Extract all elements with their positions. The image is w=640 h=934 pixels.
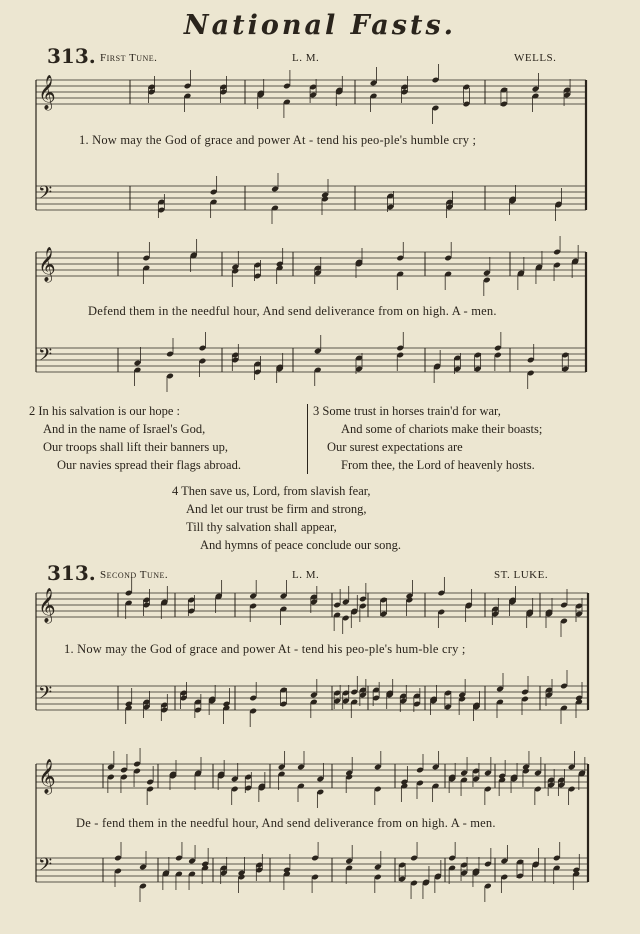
- clef-symbol: 𝄞: [38, 247, 56, 282]
- verse-2: [29, 402, 241, 474]
- verse-line: 4 Then save us, Lord, from slavish fear,: [172, 484, 371, 498]
- verse-line: From thee, the Lord of heavenly hosts.: [341, 458, 535, 472]
- verse-line: Till thy salvation shall appear,: [186, 520, 337, 534]
- clef-symbol: 𝄢: [38, 345, 53, 370]
- verse-line: 2 In his salvation is our hope :: [29, 404, 181, 418]
- clef-symbol: 𝄢: [38, 183, 53, 208]
- verse-line: And hymns of peace conclude our song.: [200, 538, 401, 552]
- lyric-line: 1. Now may the God of grace and power At - tend his peo-ple's humble cry ;: [79, 133, 477, 147]
- verse-line: Our surest expectations are: [327, 440, 463, 454]
- verse-line: Our navies spread their flags abroad.: [57, 458, 241, 472]
- verse-line: And some of chariots make their boasts;: [341, 422, 543, 436]
- verse-divider: [307, 404, 308, 474]
- verse-line: 3 Some trust in horses train'd for war,: [313, 404, 501, 418]
- clef-symbol: 𝄢: [38, 683, 53, 708]
- lyric-line: De - fend them in the needful hour, And send deliverance from on high. A - men.: [76, 816, 496, 830]
- verse-3: [313, 402, 542, 474]
- hymn-number: 313.: [47, 561, 96, 585]
- tune-label: First Tune.: [100, 52, 158, 64]
- verse-line: And in the name of Israel's God,: [43, 422, 206, 436]
- verse-4: [172, 482, 401, 554]
- meter: L. M.: [292, 569, 320, 581]
- clef-symbol: 𝄢: [38, 855, 53, 880]
- clef-symbol: 𝄞: [38, 759, 56, 794]
- clef-symbol: 𝄞: [38, 75, 56, 110]
- page-title: National Fasts.: [183, 10, 457, 41]
- meter: L. M.: [292, 52, 320, 64]
- lyric-line: 1. Now may the God of grace and power At - tend his peo-ple's hum-ble cry ;: [64, 642, 466, 656]
- verse-line: Our troops shall lift their banners up,: [43, 440, 229, 454]
- hymn-number: 313.: [47, 44, 96, 68]
- tune-label: Second Tune.: [100, 569, 169, 581]
- lyric-line: Defend them in the needful hour, And send deliverance from on high. A - men.: [88, 304, 497, 318]
- tune-name: ST. LUKE.: [494, 569, 549, 581]
- clef-symbol: 𝄞: [38, 588, 56, 623]
- tune-name: WELLS.: [514, 52, 557, 64]
- verse-line: And let our trust be firm and strong,: [186, 502, 367, 516]
